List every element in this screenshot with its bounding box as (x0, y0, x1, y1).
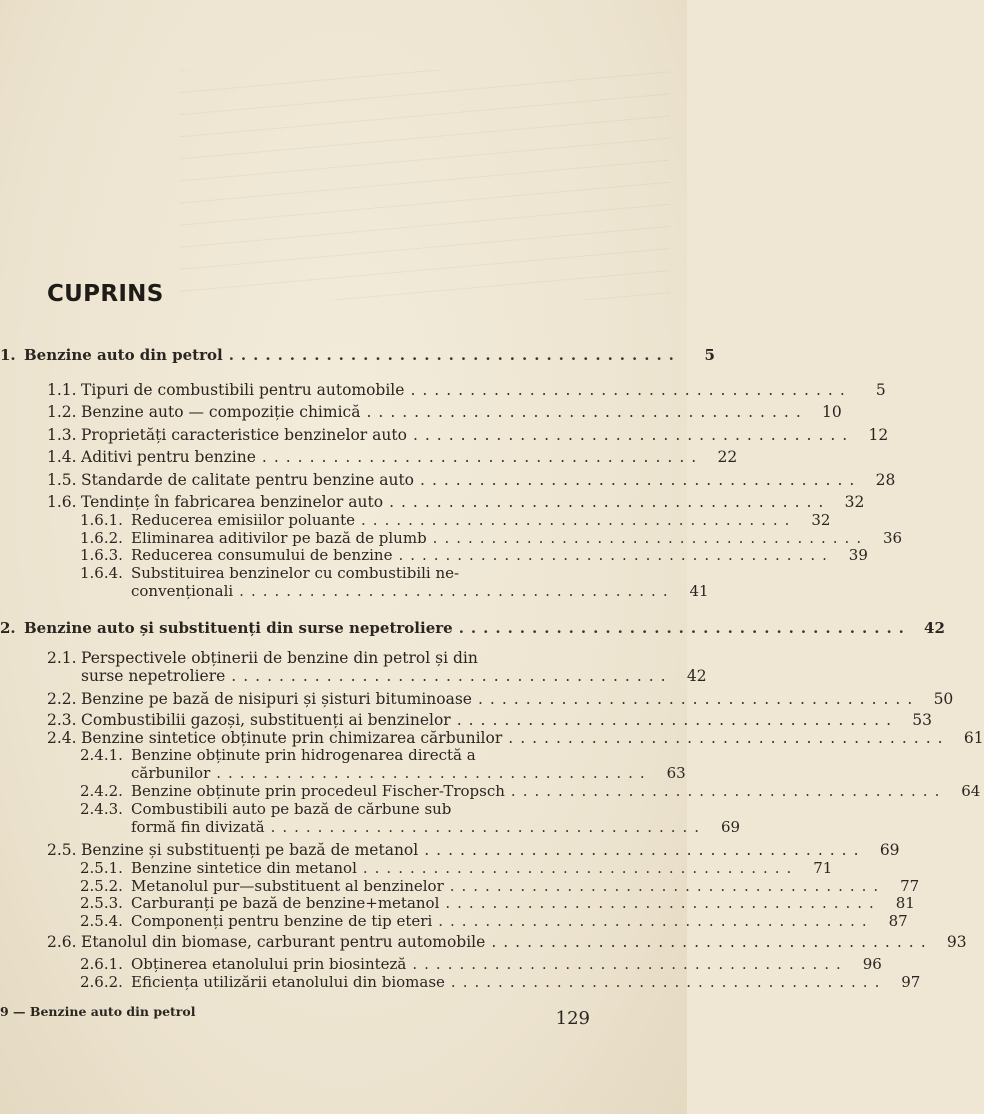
toc-entry (80, 858, 833, 878)
toc-leader-dots: ..................................... (228, 346, 681, 364)
toc-entry (131, 817, 741, 837)
toc-leader-dots: ..................................... (389, 493, 831, 511)
toc-entry-title: Eliminarea aditivilor pe bază de plumb (131, 529, 427, 547)
toc-entry-page: 63 (666, 764, 686, 782)
toc-leader-dots: ..................................... (458, 619, 911, 637)
toc-entry-number: 2.6.1. (80, 955, 123, 973)
toc-entry-number: 1.3. (47, 426, 77, 444)
toc-entry-page: 42 (924, 619, 945, 637)
toc-entry (47, 932, 967, 952)
toc-entry (47, 840, 900, 860)
toc-entry-page: 77 (900, 877, 920, 895)
toc-leader-dots: ..................................... (420, 471, 862, 489)
toc-entry-page: 96 (862, 955, 882, 973)
toc-entry-page: 22 (717, 448, 738, 466)
toc-entry-title: Obținerea etanolului prin biosinteză (131, 955, 407, 973)
toc-leader-dots: ..................................... (445, 894, 881, 912)
toc-entry-title: Componenți pentru benzine de tip eteri (131, 912, 433, 930)
toc-entry-number: 2. (0, 619, 16, 637)
toc-entry-number: 2.5.3. (80, 894, 123, 912)
toc-entry (80, 563, 590, 583)
toc-entry-page: 71 (813, 859, 833, 877)
toc-leader-dots: ..................................... (361, 511, 797, 529)
toc-entry (47, 425, 889, 445)
toc-entry (47, 470, 896, 490)
toc-entry-number: 1.6.4. (80, 564, 123, 582)
toc-entry-page: 53 (912, 711, 933, 729)
toc-entry-number: 1.1. (47, 381, 77, 399)
toc-entry-page: 69 (879, 841, 900, 859)
toc-leader-dots: ..................................... (450, 973, 887, 991)
toc-entry-page: 61 (963, 729, 984, 747)
toc-entry (47, 447, 738, 467)
toc-leader-dots: ..................................... (491, 933, 933, 951)
toc-leader-dots: ..................................... (424, 841, 866, 859)
toc-entry-title: Metanolul pur—substituent al benzinelor (131, 877, 444, 895)
toc-entry-number: 2.1. (47, 649, 77, 667)
toc-entry (47, 710, 933, 730)
toc-entry-number: 1.6.2. (80, 529, 123, 547)
toc-entry-number: 1.6.3. (80, 546, 123, 564)
toc-entry-title: Standarde de calitate pentru benzine auto (81, 471, 415, 489)
toc-entry-title: Substituirea benzinelor cu combustibili ne- (131, 564, 460, 582)
toc-entry-number: 1.5. (47, 471, 77, 489)
toc-entry-title: Benzine sintetice obținute prin chimizarea cărbunilor (81, 729, 503, 747)
toc-entry-page: 41 (689, 582, 709, 600)
toc-entry-number: 2.6. (47, 933, 77, 951)
toc-leader-dots: ..................................... (231, 667, 673, 685)
toc-entry-title: Combustibili auto pe bază de cărbune sub (131, 800, 452, 818)
toc-leader-dots: ..................................... (261, 448, 704, 466)
page-title: CUPRINS (47, 281, 164, 307)
toc-entry-page: 12 (868, 426, 889, 444)
toc-leader-dots: ..................................... (366, 403, 808, 421)
toc-entry-page: 10 (822, 403, 842, 421)
toc-entry-number: 2.5.4. (80, 912, 123, 930)
toc-entry-title: Benzine auto din petrol (24, 346, 223, 364)
toc-entry (47, 492, 865, 512)
toc-entry-title: Benzine auto și substituenți din surse nepetroliere (24, 619, 453, 637)
toc-entry (80, 893, 915, 913)
toc-leader-dots: ..................................... (432, 529, 869, 547)
toc-entry-number: 2.4. (47, 729, 77, 747)
toc-entry-title: Combustibilii gazoși, substituenți ai benzinelor (81, 711, 451, 729)
toc-entry-page: 28 (875, 471, 896, 489)
toc-entry (47, 380, 886, 400)
toc-entry-title: Benzine pe bază de nisipuri și șisturi bituminoase (81, 690, 472, 708)
running-footer: 9 — Benzine auto din petrol (0, 1004, 196, 1019)
toc-entry-number: 2.6.2. (80, 973, 123, 991)
toc-entry (80, 545, 868, 565)
toc-entry-page: 32 (844, 493, 865, 511)
toc-entry-title: Benzine obținute prin hidrogenarea directă a (131, 746, 476, 764)
toc-entry-number: 1.2. (47, 403, 77, 421)
toc-entry-page: 93 (946, 933, 967, 951)
toc-leader-dots: ..................................... (449, 877, 886, 895)
toc-entry (80, 954, 882, 974)
toc-leader-dots: ..................................... (410, 381, 852, 399)
page-number: 129 (555, 1008, 590, 1029)
toc-entry (47, 402, 842, 422)
toc-entry-number: 2.5.1. (80, 859, 123, 877)
toc-entry (47, 648, 590, 668)
toc-entry-title: Benzine și substituenți pe bază de metanol (81, 841, 419, 859)
toc-entry (0, 345, 715, 365)
toc-entry-page: 81 (895, 894, 915, 912)
toc-entry-number: 2.4.3. (80, 800, 123, 818)
toc-entry-page: 39 (848, 546, 868, 564)
toc-entry-title: Benzine auto — compoziție chimică (81, 403, 361, 421)
toc-entry-page: 5 (704, 346, 715, 364)
toc-entry (80, 510, 831, 530)
toc-entry-number: 2.5. (47, 841, 77, 859)
toc-entry-title: surse nepetroliere (81, 667, 226, 685)
toc-entry-page: 36 (883, 529, 903, 547)
toc-leader-dots: ..................................... (508, 729, 950, 747)
toc-leader-dots: ..................................... (362, 859, 799, 877)
toc-entry-number: 1. (0, 346, 16, 364)
toc-entry-title: Perspectivele obținerii de benzine din petrol și din (81, 649, 478, 667)
toc-entry (131, 763, 686, 783)
toc-leader-dots: ..................................... (510, 782, 947, 800)
toc-entry-title: Carburanți pe bază de benzine+metanol (131, 894, 440, 912)
toc-entry-number: 2.4.1. (80, 746, 123, 764)
toc-entry (80, 781, 981, 801)
toc-entry-number: 2.2. (47, 690, 77, 708)
toc-entry-title: Eficiența utilizării etanolului din biomase (131, 973, 445, 991)
toc-entry-title: Tipuri de combustibili pentru automobile (81, 381, 405, 399)
toc-leader-dots: ..................................... (216, 764, 652, 782)
toc-entry (80, 799, 590, 819)
toc-entry-page: 69 (720, 818, 741, 836)
toc-entry-page: 50 (933, 690, 954, 708)
toc-leader-dots: ..................................... (412, 955, 848, 973)
toc-entry (80, 972, 921, 992)
toc-entry-page: 5 (875, 381, 886, 399)
toc-entry-number: 2.4.2. (80, 782, 123, 800)
toc-entry-title: formă fin divizată (131, 818, 265, 836)
toc-leader-dots: ..................................... (456, 711, 899, 729)
toc-entry-title: Reducerea consumului de benzine (131, 546, 393, 564)
toc-leader-dots: ..................................... (239, 582, 675, 600)
toc-entry-title: Benzine obținute prin procedeul Fischer-Tropsch (131, 782, 505, 800)
toc-entry (47, 689, 954, 709)
toc-entry-page: 64 (961, 782, 981, 800)
toc-entry-number: 1.6.1. (80, 511, 123, 529)
toc-leader-dots: ..................................... (398, 546, 834, 564)
toc-entry-page: 97 (901, 973, 921, 991)
toc-entry-title: convenționali (131, 582, 234, 600)
toc-leader-dots: ..................................... (412, 426, 855, 444)
toc-entry-page: 87 (888, 912, 908, 930)
toc-entry-title: Proprietăți caracteristice benzinelor auto (81, 426, 407, 444)
toc-leader-dots: ..................................... (270, 818, 707, 836)
toc-entry-number: 2.5.2. (80, 877, 123, 895)
toc-entry-page: 32 (811, 511, 831, 529)
toc-entry-title: Etanolul din biomase, carburant pentru automobile (81, 933, 486, 951)
toc-entry (0, 618, 945, 638)
toc-entry-title: Tendințe în fabricarea benzinelor auto (81, 493, 384, 511)
toc-entry-title: Reducerea emisiilor poluante (131, 511, 356, 529)
toc-entry (81, 666, 707, 686)
toc-entry-number: 1.6. (47, 493, 77, 511)
toc-entry-number: 2.3. (47, 711, 77, 729)
toc-entry-title: cărbunilor (131, 764, 211, 782)
toc-entry (80, 745, 590, 765)
toc-entry-title: Benzine sintetice din metanol (131, 859, 357, 877)
toc-entry-title: Aditivi pentru benzine (81, 448, 256, 466)
toc-leader-dots: ..................................... (477, 690, 920, 708)
toc-entry-page: 42 (686, 667, 707, 685)
toc-entry (131, 581, 709, 601)
toc-entry-number: 1.4. (47, 448, 77, 466)
toc-entry (80, 911, 908, 931)
toc-leader-dots: ..................................... (438, 912, 874, 930)
